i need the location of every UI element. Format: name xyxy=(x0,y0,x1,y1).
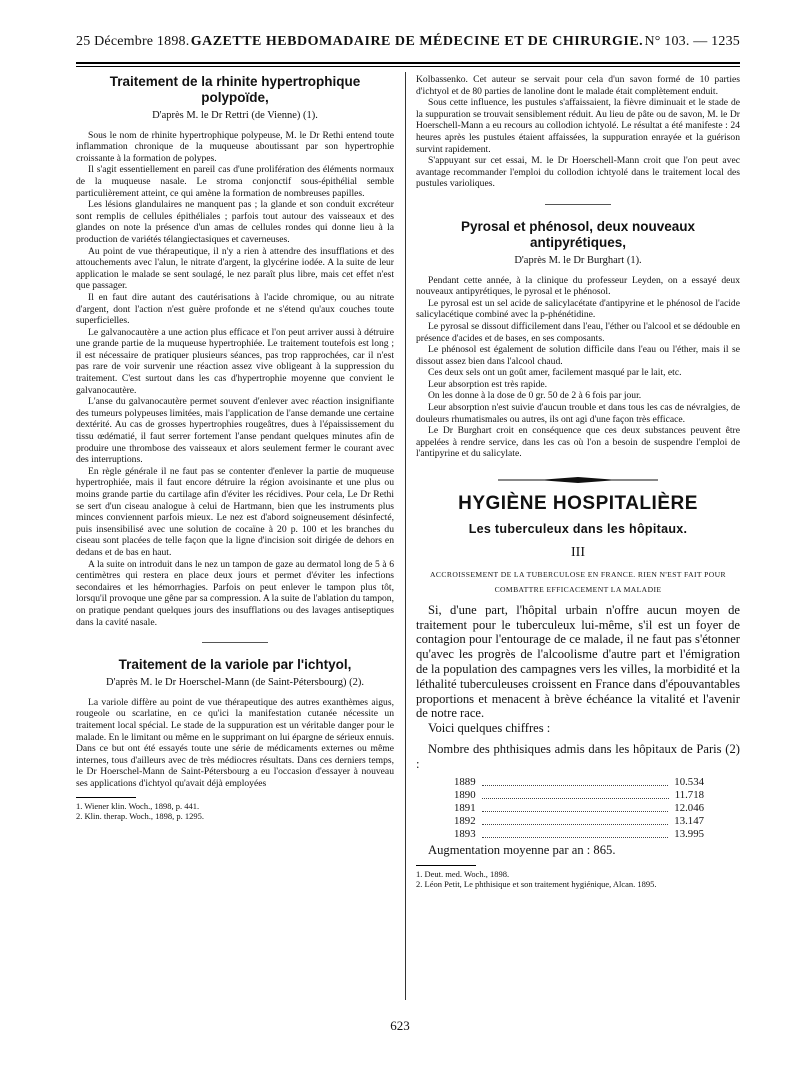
paragraph: Les lésions glandulaires ne manquent pas ; la glande et son conduit excréteur sont remplis de cellules épithéliales ; parfois tout autour des vaisseaux et des glandes on note la présence d'un amas de cellules rondes qui donne lieu à la production de variétés télangiectasiques et caverneuses. xyxy=(76,199,394,245)
paragraph: Il s'agit essentiellement en pareil cas d'une prolifération des éléments normaux de la muqueuse nasale. Le stroma conjonctif sous-épithélial semble particulièrement atteint, ce qui amène la formation de nombreuses papilles. xyxy=(76,164,394,199)
header-date: 25 Décembre 1898. xyxy=(76,34,190,49)
header-rule-thin xyxy=(76,66,740,67)
footnote-rule xyxy=(76,797,136,798)
paragraph: Si, d'une part, l'hôpital urbain n'offre aucun moyen de traitement pour le tuberculeux lui-même, s'il est un foyer de contagion pour l'entourage de ce malade, il ne faut pas s'étonner qu'avec les progrès de l'alcoolisme d'autre part et l'émigration de la population des campagnes vers les villes, la morbidité et la léthalité tuberculeuses croissent en France dans d'épouvantables proportions et menacent à brève échéance la vitalité et l'avenir de notre race. xyxy=(416,602,740,721)
table-row xyxy=(454,802,704,815)
header-issue: N° 103. — 1235 xyxy=(644,34,740,49)
left-column xyxy=(76,74,394,821)
statistics-table xyxy=(454,776,740,841)
paragraph: S'appuyant sur cet essai, M. le Dr Hoerschell-Mann croit que l'on peut avec avantage recommander l'emploi du collodion ichtyolé dans le traitement local des pustules varioliques. xyxy=(416,155,740,190)
article-byline-rhinite: D'après M. le Dr Rettri (de Vienne) (1). xyxy=(152,110,318,121)
page-number: 623 xyxy=(390,1018,410,1033)
paragraph: Voici quelques chiffres : xyxy=(428,721,551,736)
table-year: 1891 xyxy=(454,801,476,814)
table-year: 1890 xyxy=(454,788,476,801)
table-year: 1893 xyxy=(454,827,476,840)
table-value: 13.147 xyxy=(674,814,704,827)
article-separator xyxy=(545,204,611,205)
paragraph: Leur absorption est très rapide. xyxy=(428,378,548,390)
paragraph: A la suite on introduit dans le nez un tampon de gaze au dermatol long de 5 à 6 centimètres qui restera en place deux jours et permet d'éviter les infections secondaires et les hémorrhagies. Parfois on peut enlever le tampon plus tôt, lorsqu'il provoque une gêne par sa compression. A la suite de l'ablation du tampon, on pratique pendant quelques jours des insufflations ou des lavages antiseptiques dans la cavité nasale. xyxy=(76,558,394,628)
paragraph: La variole diffère au point de vue thérapeutique des autres exanthèmes aigus, rougeole ou scarlatine, en ce qu'ici la manifestation cutanée nécessite un traitement local spécial. Le stade de la suppuration est un véritable danger pour le malade. En le limitant ou même en le supprimant on lui épargne de sérieux ennuis. Dans ce but ont été essayés toute une série de médicaments externes ou même internes, tous d'ailleurs avec de très médiocres résultats. Dans ces derniers temps, le Dr Hoerschel-Mann de Saint-Pétersbourg a eu l'occasion d'essayer à nouveau ses applications d'ichtyol qu'avait déjà employées xyxy=(76,696,394,789)
paragraph: En règle générale il ne faut pas se contenter d'enlever la partie de muqueuse hypertrophiée, mais il faut encore détruire la région avoisinante et une plus ou moins grande partie du cartilage afin d'éviter les récidives. Pour cela, Le Dr Rethi se sert d'un ciseau analogue à celui de Hartmann, bien que les instruments plus minces conviennent parfois mieux. Le nez est d'abord soigneusement désinfecté, puis insensibilisé avec une solution de cocaïne à 20 p. 100 et les branches du ciseau sont placées de telle façon que la ligne d'incision soit dirigée de dehors en dedans et de bas en haut. xyxy=(76,465,394,558)
paragraph: Kolbassenko. Cet auteur se servait pour cela d'un savon formé de 10 parties d'ichtyol et de 80 parties de lanoline dont le malade était complètement enduit. xyxy=(416,74,740,97)
paragraph: Leur absorption n'est suivie d'aucun trouble et dans tous les cas de névralgies, de douleurs rhumatismales ou autres, ils ont agi d'une façon très efficace. xyxy=(416,402,740,425)
paragraph: On les donne à la dose de 0 gr. 50 de 2 à 6 fois par jour. xyxy=(428,390,642,402)
paragraph: L'anse du galvanocautère permet souvent d'enlever avec réaction insignifiante des tumeurs polypeuses limitées, mais l'application de l'anse demande une certaine dextérité. Au cas de grosses hypertrophies rougeâtres, dues à l'épaississement du tissu œdématié, il faut serrer fortement l'anse pendant quelques minutes afin de produire une thrombose des vaisseaux et alors seulement fermer le courant avec des interruptions. xyxy=(76,396,394,466)
ornament-divider xyxy=(498,476,658,484)
header-journal-title: GAZETTE HEBDOMADAIRE DE MÉDECINE ET DE CHIRURGIE. xyxy=(190,34,644,49)
paragraph: Le phénosol est également de solution difficile dans l'eau ou l'éther, mais il se dissout assez bien dans l'alcool chaud. xyxy=(416,344,740,367)
section-summary: ACCROISSEMENT DE LA TUBERCULOSE EN FRANCE. RIEN N'EST FAIT POUR COMBATTRE EFFICACEMENT LA MALADIE xyxy=(430,569,726,594)
table-row xyxy=(454,815,704,828)
paragraph: Le pyrosal se dissout difficilement dans l'eau, l'éther ou l'alcool et se dédouble en présence d'acides et de bases, en ses composants. xyxy=(416,320,740,344)
article-separator xyxy=(202,642,268,643)
paragraph: Sous cette influence, les pustules s'affaissaient, la fièvre diminuait et le stade de la suppuration se trouvait sensiblement réduit. Au lieu de pâte ou de savon, M. le Dr Hoerschell-Mann a eu recours au collodion ichtyolé. Le résultat a été manifeste : 24 heures après les pustules étaient affaissées, la suppuration enrayée et la guérison survint rapidement. xyxy=(416,97,740,155)
footnote-rule xyxy=(416,865,476,866)
section-roman-numeral: III xyxy=(571,545,585,561)
paragraph: Sous le nom de rhinite hypertrophique polypeuse, M. le Dr Rethi entend toute inflammation chronique de la muqueuse aboutissant par son hypertrophie croissante à la formation de polypes. xyxy=(76,129,394,164)
section-body-end xyxy=(416,843,740,858)
footnote: 1. Wiener klin. Woch., 1898, p. 441. xyxy=(76,801,200,812)
table-value: 12.046 xyxy=(674,801,704,814)
paragraph: Ces deux sels ont un goût amer, facilement masqué par le lait, etc. xyxy=(428,367,682,379)
article-title-rhinite: Traitement de la rhinite hypertrophique polypoïde, xyxy=(109,74,361,105)
table-value: 13.995 xyxy=(674,827,704,840)
table-value: 10.534 xyxy=(674,775,704,788)
table-value: 11.718 xyxy=(674,788,704,801)
section-subheading: Les tuberculeux dans les hôpitaux. xyxy=(468,521,688,536)
article-byline-pyrosal: D'après M. le Dr Burghart (1). xyxy=(514,254,642,266)
footnote: 1. Deut. med. Woch., 1898. xyxy=(416,869,510,880)
paragraph: Le galvanocautère a une action plus efficace et l'on peut arriver aussi à détruire une grande partie de la muqueuse hypertrophiée. Le traitement toutefois est long ; il est nécessaire de pratiquer plusieurs séances, pas trop rapprochées, car il n'est pas rare de voir survenir une réaction assez vive obligeant à la suppression du traitement. C'est surtout dans les cas d'hypertrophie moyenne que convient le galvanocautère. xyxy=(76,326,394,396)
footnote: 2. Klin. therap. Woch., 1898, p. 1295. xyxy=(76,811,205,822)
page-header xyxy=(76,34,740,54)
paragraph: Il en faut dire autant des cautérisations à l'acide chromique, ou au nitrate d'argent, dont l'action n'est guère profonde et ne s'étend qu'aux couches toute superficielles. xyxy=(76,291,394,327)
paragraph: Pendant cette année, à la clinique du professeur Leyden, on a essayé deux nouveaux antipyrétiques, le pyrosal et le phénosol. xyxy=(416,274,740,298)
table-row xyxy=(454,789,704,802)
paragraph: Au point de vue thérapeutique, il n'y a rien à attendre des insufflations et des attouchements avec l'alun, le nitrate d'argent, la glycérine iodée. A la suite de leur application le malade se sent soulagé, le nez paraît plus libre, mais cet effet n'est que passager. xyxy=(76,245,394,292)
table-intro: Nombre des phthisiques admis dans les hôpitaux de Paris (2) : xyxy=(416,741,740,771)
section-heading: HYGIÈNE HOSPITALIÈRE xyxy=(458,493,698,515)
article-title-pyrosal: Pyrosal et phénosol, deux nouveaux antipyrétiques, xyxy=(460,218,696,250)
article-byline-variole: D'après M. le Dr Hoerschel-Mann (de Saint-Pétersbourg) (2). xyxy=(106,677,364,689)
table-year: 1892 xyxy=(454,814,476,827)
right-column xyxy=(416,74,740,889)
table-year: 1889 xyxy=(454,775,476,788)
header-rule xyxy=(76,62,740,64)
article-title-variole: Traitement de la variole par l'ichtyol, xyxy=(118,657,352,673)
table-row xyxy=(454,776,704,789)
section-body xyxy=(416,603,740,772)
paragraph: Le pyrosal est un sel acide de salicylacétate d'antipyrine et le phénosol de l'acide salicylacétique combiné avec la p-phénétidine. xyxy=(416,297,740,321)
paragraph-average: Augmentation moyenne par an : 865. xyxy=(428,842,616,857)
footnote: 2. Léon Petit, Le phthisique et son traitement hygiénique, Alcan. 1895. xyxy=(416,879,657,890)
table-row xyxy=(454,828,704,841)
paragraph: Le Dr Burghart croit en conséquence que ces deux substances peuvent être appelées à rendre service, dans les cas où l'on a besoin de suspendre l'emploi de l'antipyrine et du salicylate. xyxy=(416,425,740,460)
column-divider xyxy=(405,72,406,1000)
